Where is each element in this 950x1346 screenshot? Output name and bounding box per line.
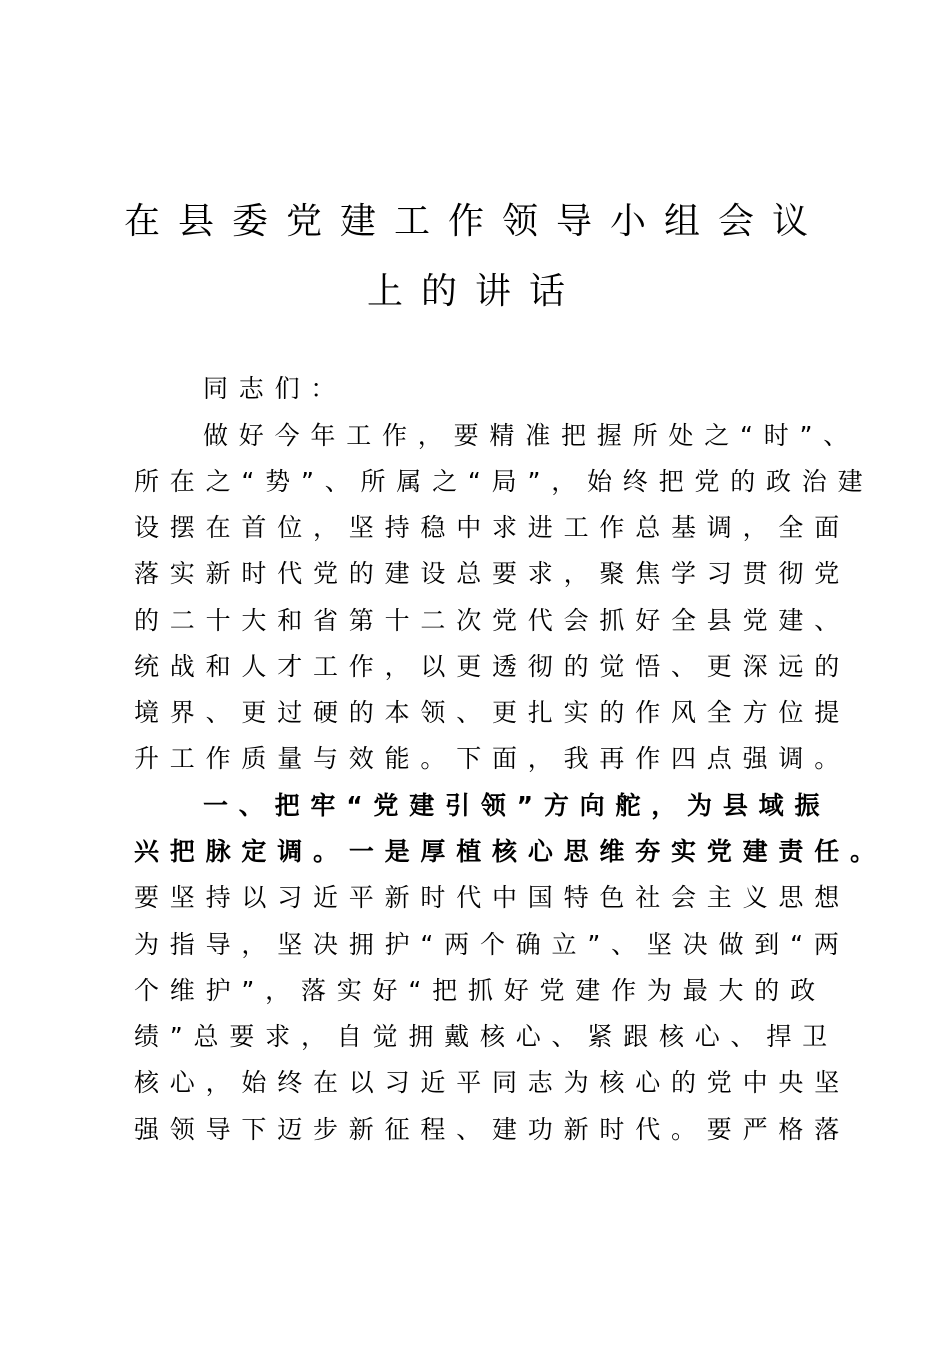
section-heading: 一、把牢“党建引领”方向舵，为县域振 (203, 791, 831, 820)
paragraph-line: 为指导，坚决拥护“两个确立”、坚决做到“两 (134, 930, 850, 959)
section-heading-tail: 兴把脉定调。 (134, 837, 349, 866)
paragraph-line: 个维护”，落实好“把抓好党建作为最大的政 (134, 976, 826, 1005)
salutation: 同志们： (203, 374, 347, 403)
paragraph-line: 核心，始终在以习近平同志为核心的党中央坚 (134, 1068, 851, 1097)
paragraph-line: 的二十大和省第十二次党代会抓好全县党建、 (134, 606, 851, 635)
paragraph-line: 做好今年工作，要精准把握所处之“时”、 (203, 421, 860, 450)
paragraph-line: 设摆在首位，坚持稳中求进工作总基调，全面 (134, 513, 851, 542)
document-title-line-2: 上的讲话 (366, 271, 583, 312)
paragraph-line: 境界、更过硬的本领、更扎实的作风全方位提 (134, 698, 851, 727)
paragraph-line: 统战和人才工作，以更透彻的觉悟、更深远的 (134, 652, 851, 681)
paragraph-line: 强领导下迈步新征程、建功新时代。要严格落 (134, 1115, 851, 1144)
document-title-line-1: 在县委党建工作领导小组会议 (123, 201, 826, 242)
subsection-heading: 一是厚植核心思维夯实党建责任。 (348, 837, 886, 866)
paragraph-line: 绩”总要求，自觉拥戴核心、紧跟核心、捍卫 (134, 1022, 838, 1051)
paragraph-line: 所在之“势”、所属之“局”，始终把党的政治建 (134, 467, 874, 496)
paragraph-line: 升工作质量与效能。下面，我再作四点强调。 (134, 744, 851, 773)
paragraph-line: 要坚持以习近平新时代中国特色社会主义思想 (134, 883, 851, 912)
paragraph-line (134, 835, 886, 869)
paragraph-line: 落实新时代党的建设总要求，聚焦学习贯彻党 (134, 559, 851, 588)
